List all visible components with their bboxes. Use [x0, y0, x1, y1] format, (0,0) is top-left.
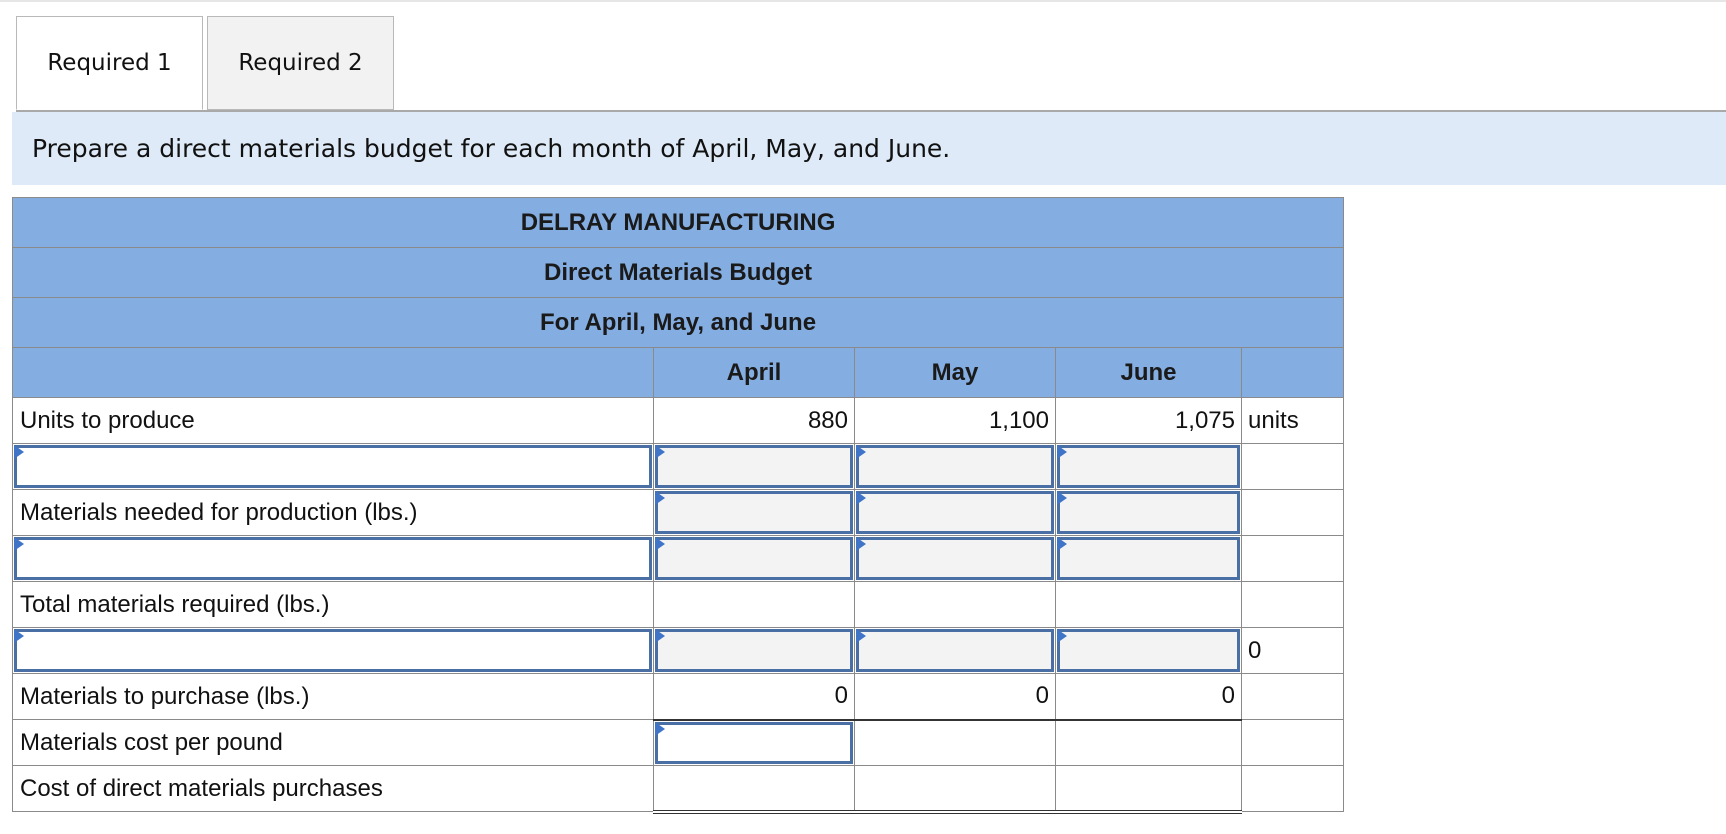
header-blank: [13, 348, 654, 398]
row-label: Materials cost per pound: [13, 720, 654, 766]
budget-title: Direct Materials Budget: [13, 248, 1344, 298]
dropdown-marker-icon: [655, 722, 665, 736]
table-row-materials-to-purchase: [13, 674, 1344, 720]
column-header-june: June: [1056, 348, 1242, 398]
table-row-blank-3: [13, 628, 1344, 674]
dropdown-input[interactable]: [14, 629, 652, 672]
total-june: [1056, 582, 1242, 628]
input-box[interactable]: [655, 629, 853, 672]
input-box[interactable]: [1057, 491, 1240, 534]
input-box[interactable]: [1057, 537, 1240, 580]
units-label: units: [1242, 398, 1344, 444]
unit-cell: [1242, 490, 1344, 536]
may-input[interactable]: [855, 628, 1056, 674]
row-label: Units to produce: [13, 398, 654, 444]
row-label: Total materials required (lbs.): [13, 582, 654, 628]
dropdown-marker-icon: [655, 491, 665, 505]
instruction-banner: [12, 112, 1726, 185]
may-input[interactable]: [855, 536, 1056, 582]
purchase-june: 0: [1056, 674, 1242, 720]
input-box[interactable]: [655, 491, 853, 534]
purchase-cost-april: [654, 766, 855, 812]
dropdown-marker-icon: [14, 537, 24, 551]
input-box[interactable]: [856, 445, 1054, 488]
april-input[interactable]: [654, 628, 855, 674]
unit-cell: [1242, 444, 1344, 490]
units-april: 880: [654, 398, 855, 444]
dropdown-marker-icon: [856, 491, 866, 505]
dropdown-marker-icon: [655, 445, 665, 459]
header-blank-unit: [1242, 348, 1344, 398]
company-name: DELRAY MANUFACTURING: [13, 198, 1344, 248]
june-input[interactable]: [1056, 490, 1242, 536]
dropdown-marker-icon: [1057, 491, 1067, 505]
may-input[interactable]: [855, 490, 1056, 536]
dropdown-marker-icon: [14, 629, 24, 643]
table-row-total-required: [13, 582, 1344, 628]
dropdown-marker-icon: [856, 629, 866, 643]
input-box[interactable]: [655, 537, 853, 580]
units-may: 1,100: [855, 398, 1056, 444]
dropdown-marker-icon: [1057, 629, 1067, 643]
total-may: [855, 582, 1056, 628]
top-divider: [0, 0, 1726, 2]
dropdown-input[interactable]: [14, 445, 652, 488]
cost-may: [855, 720, 1056, 766]
dropdown-marker-icon: [856, 537, 866, 551]
dropdown-input[interactable]: [14, 537, 652, 580]
column-header-april: April: [654, 348, 855, 398]
april-input[interactable]: [654, 444, 855, 490]
tab-required-2[interactable]: Required 2: [207, 16, 394, 110]
table-row-cost-per-pound: [13, 720, 1344, 766]
purchase-may: 0: [855, 674, 1056, 720]
table-row-units-to-produce: [13, 398, 1344, 444]
input-box[interactable]: [856, 537, 1054, 580]
may-input[interactable]: [855, 444, 1056, 490]
tab-required-1[interactable]: Required 1: [16, 16, 203, 110]
row-label: Materials needed for production (lbs.): [13, 490, 654, 536]
cost-per-pound-input[interactable]: [654, 720, 855, 766]
input-box[interactable]: [856, 629, 1054, 672]
table-row-blank-1: [13, 444, 1344, 490]
total-april: [654, 582, 855, 628]
unit-cell: [1242, 536, 1344, 582]
purchase-cost-may: [855, 766, 1056, 812]
purchase-cost-june: [1056, 766, 1242, 812]
input-box[interactable]: [1057, 445, 1240, 488]
row-label: Cost of direct materials purchases: [13, 766, 654, 812]
cost-june: [1056, 720, 1242, 766]
dropdown-marker-icon: [856, 445, 866, 459]
column-header-may: May: [855, 348, 1056, 398]
unit-cell: [1242, 720, 1344, 766]
input-box[interactable]: [1057, 629, 1240, 672]
purchase-april: 0: [654, 674, 855, 720]
april-input[interactable]: [654, 536, 855, 582]
input-box[interactable]: [655, 722, 853, 765]
row-label: Materials to purchase (lbs.): [13, 674, 654, 720]
row-label-input[interactable]: [13, 628, 654, 674]
row-label-input[interactable]: [13, 444, 654, 490]
table-row-cost-of-purchases: [13, 766, 1344, 812]
table-row-materials-needed: [13, 490, 1344, 536]
dropdown-marker-icon: [655, 629, 665, 643]
june-input[interactable]: [1056, 536, 1242, 582]
instruction-text: Prepare a direct materials budget for each month of April, May, and June.: [32, 134, 951, 163]
units-june: 1,075: [1056, 398, 1242, 444]
dropdown-marker-icon: [655, 537, 665, 551]
dropdown-marker-icon: [1057, 445, 1067, 459]
dropdown-marker-icon: [1057, 537, 1067, 551]
unit-cell: [1242, 674, 1344, 720]
june-input[interactable]: [1056, 444, 1242, 490]
input-box[interactable]: [655, 445, 853, 488]
input-box[interactable]: [856, 491, 1054, 534]
dropdown-marker-icon: [14, 445, 24, 459]
row-label-input[interactable]: [13, 536, 654, 582]
unit-cell: [1242, 582, 1344, 628]
april-input[interactable]: [654, 490, 855, 536]
trailing-value: 0: [1242, 628, 1344, 674]
budget-period: For April, May, and June: [13, 298, 1344, 348]
unit-cell: [1242, 766, 1344, 812]
direct-materials-budget-table: [12, 197, 1344, 814]
june-input[interactable]: [1056, 628, 1242, 674]
table-row-blank-2: [13, 536, 1344, 582]
